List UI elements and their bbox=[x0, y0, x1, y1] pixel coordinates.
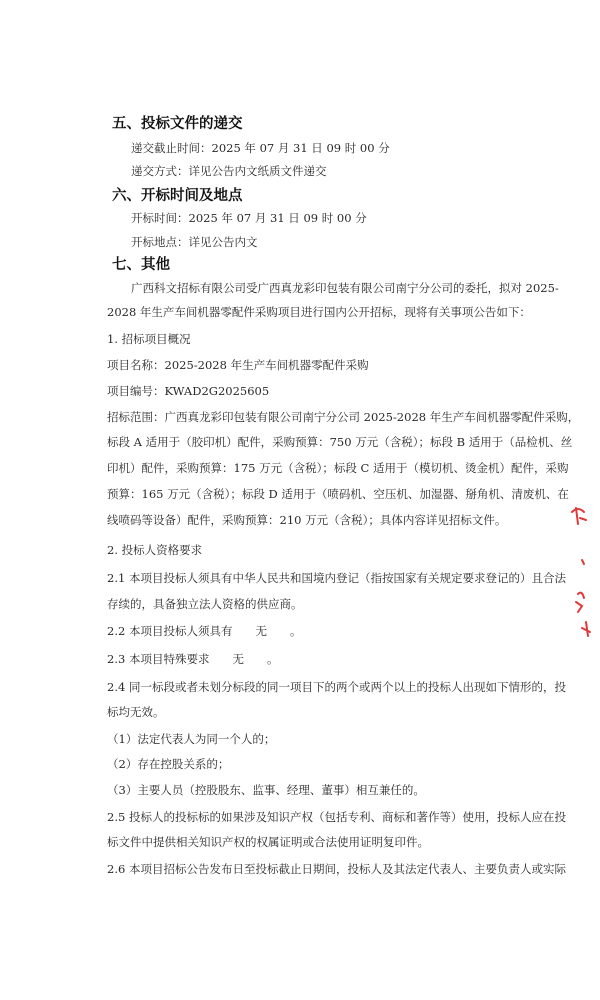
req-2-1-line-2: 存续的，具备独立法人资格的供应商。 bbox=[107, 597, 303, 611]
condition-item-2: （2）存在控股关系的； bbox=[107, 757, 230, 771]
scope-line-2: 标段 A 适用于（胶印机）配件，采购预算：750 万元（含税）；标段 B 适用于（品检机、丝 bbox=[107, 435, 573, 449]
project-number: 项目编号：KWAD2G2025605 bbox=[107, 384, 270, 398]
scope-line-5: 线喷码等设备）配件，采购预算：210 万元（含税）；具体内容详见招标文件。 bbox=[107, 513, 507, 527]
qualification-title: 2. 投标人资格要求 bbox=[107, 543, 203, 557]
intro-line-1: 广西科文招标有限公司受广西真龙彩印包装有限公司南宁分公司的委托，拟对 2025- bbox=[131, 281, 559, 295]
req-2-5-line-2: 标文件中提供相关知识产权的权属证明或合法使用证明复印件。 bbox=[107, 835, 429, 849]
req-2-3: 2.3 本项目特殊要求 无 。 bbox=[107, 652, 279, 666]
scope-line-1: 招标范围：广西真龙彩印包装有限公司南宁分公司 2025-2028 年生产车间机器零配件采购， bbox=[107, 410, 580, 424]
scope-line-4: 预算：165 万元（含税）；标段 D 适用于（喷码机、空压机、加湿器、掰角机、清废机、在 bbox=[107, 487, 569, 501]
req-2-2: 2.2 本项目投标人须具有 无 。 bbox=[107, 624, 302, 638]
scope-line-3: 印机）配件，采购预算：175 万元（含税）；标段 C 适用于（模切机、烫金机）配件，采购 bbox=[107, 461, 569, 475]
req-2-4-line-2: 标均无效。 bbox=[107, 705, 165, 719]
req-2-6-line-1: 2.6 本项目招标公告发布日至投标截止日期间，投标人及其法定代表人、主要负责人或实际 bbox=[107, 862, 566, 876]
opening-time: 开标时间：2025 年 07 月 31 日 09 时 00 分 bbox=[131, 211, 367, 225]
condition-item-3: （3）主要人员（控股股东、监事、经理、董事）相互兼任的。 bbox=[107, 783, 425, 797]
intro-line-2: 2028 年生产车间机器零配件采购项目进行国内公开招标，现将有关事项公告如下： bbox=[107, 305, 531, 319]
submission-deadline: 递交截止时间：2025 年 07 月 31 日 09 时 00 分 bbox=[131, 141, 390, 155]
condition-item-1: （1）法定代表人为同一个人的； bbox=[107, 732, 276, 746]
project-overview-title: 1. 招标项目概况 bbox=[107, 332, 191, 346]
req-2-4-line-1: 2.4 同一标段或者未划分标段的同一项目下的两个或两个以上的投标人出现如下情形的，投 bbox=[107, 680, 566, 694]
req-2-5-line-1: 2.5 投标人的投标标的如果涉及知识产权（包括专利、商标和著作等）使用，投标人应在投 bbox=[107, 810, 566, 824]
seal-stamp-fragment bbox=[566, 498, 596, 658]
section-5-heading: 五、投标文件的递交 bbox=[112, 116, 243, 132]
submission-method: 递交方式：详见公告内文纸质文件递交 bbox=[131, 164, 327, 178]
project-name: 项目名称：2025-2028 年生产车间机器零配件采购 bbox=[107, 358, 369, 372]
section-7-heading: 七、其他 bbox=[112, 257, 170, 273]
req-2-1-line-1: 2.1 本项目投标人须具有中华人民共和国境内登记（指按国家有关规定要求登记的）且合法 bbox=[107, 571, 566, 585]
section-6-heading: 六、开标时间及地点 bbox=[112, 188, 243, 204]
opening-place: 开标地点：详见公告内文 bbox=[131, 235, 258, 249]
